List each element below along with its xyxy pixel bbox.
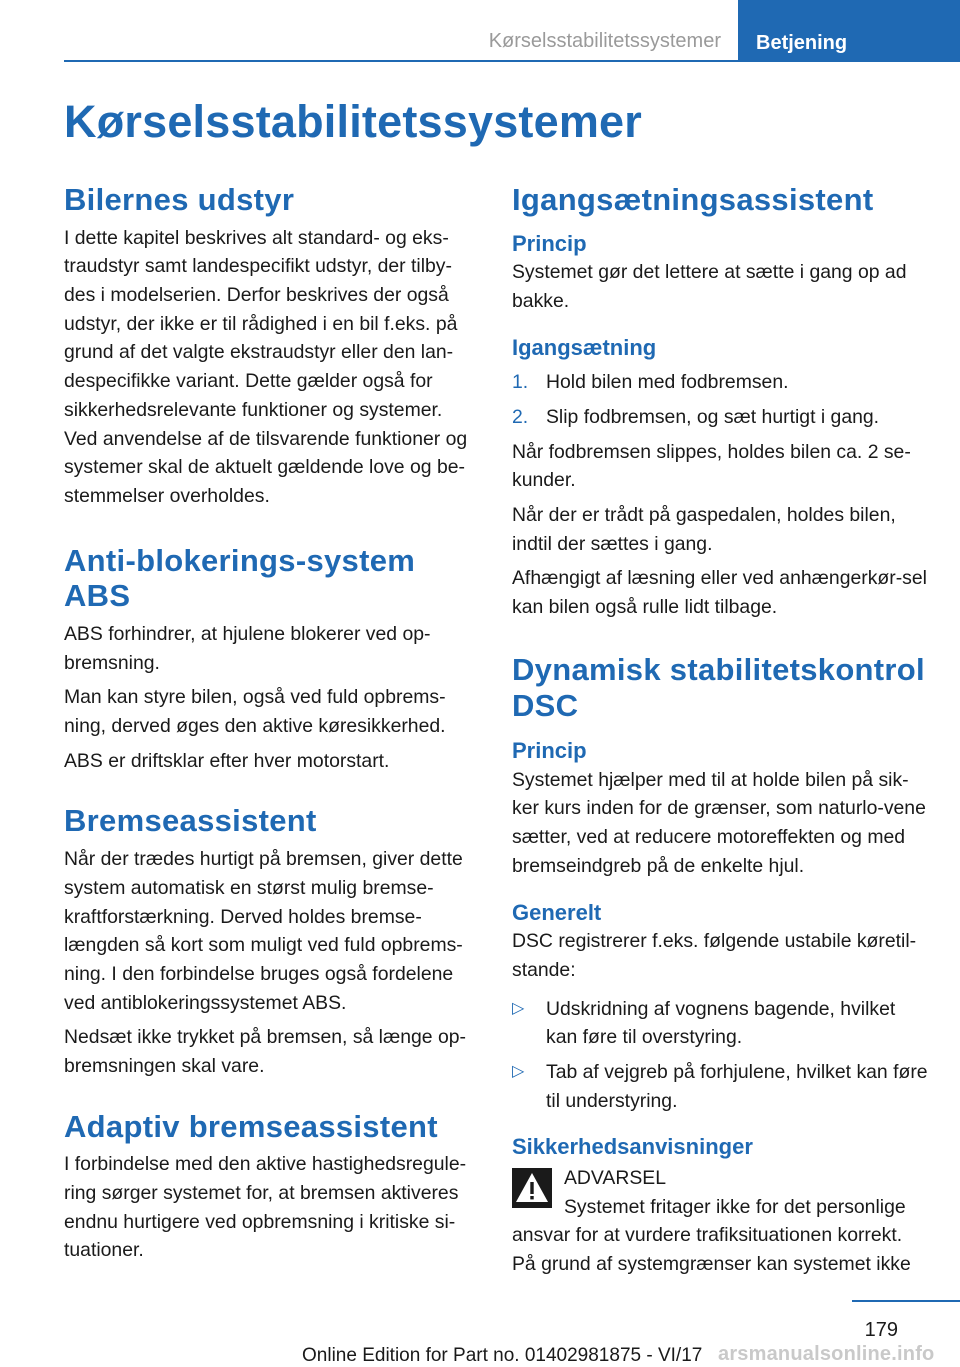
paragraph: I dette kapitel beskrives alt standard- og eks-traudstyr samt landespecifikt udstyr, der tilby-des i modelserien. Derfor beskrives der også udstyr, der ikke er til rådighed i en bil f.eks. på grund af det valgte ekstraudstyr eller den lan-despecifikke variant. Dette gælder også for sikkerhedsrelevante funktioner og systemer. Ved anvendelse af de tilsvarende funktioner og systemer skal de aktuelt gældende love og be-stemmelser overholdes. xyxy=(64,226,468,507)
warning-icon xyxy=(512,1168,552,1208)
step-text: Hold bilen med fodbremsen. xyxy=(546,371,789,394)
subheading-principle: Princip xyxy=(512,230,587,256)
paragraph: Nedsæt ikke trykket på bremsen, så længe op-bremsningen skal vare. xyxy=(64,1026,466,1078)
warning-block xyxy=(512,1164,928,1279)
paragraph: Systemet hjælper med til at holde bilen på sik-ker kurs inden for de grænser, som naturlo-vene sætter, ved at reducere motoreffekten og med bremseindgreb på de enkelte hjul. xyxy=(512,768,926,877)
header-chapter-tab xyxy=(738,0,960,62)
section-heading-brake-assist: Bremseassistent xyxy=(64,803,317,839)
list-item xyxy=(512,403,928,432)
list-item xyxy=(512,368,928,397)
paragraph: Afhængigt af læsning eller ved anhængerkør-sel kan bilen også rulle lidt tilbage. xyxy=(512,567,927,619)
page-header xyxy=(0,0,960,62)
paragraph: Man kan styre bilen, også ved fuld opbrems-ning, derved øges den aktive køresikkerhed. xyxy=(64,686,446,738)
triangle-bullet-icon: ▷ xyxy=(512,1062,525,1080)
subheading-principle: Princip xyxy=(512,738,587,764)
page-title: Kørselsstabilitetssystemer xyxy=(64,96,642,147)
header-chapter-label: Betjening xyxy=(756,32,848,54)
steps-list xyxy=(512,368,928,431)
footer-rule xyxy=(852,1300,960,1302)
section-heading-dsc: Dynamisk stabilitetskontrol DSC xyxy=(512,651,925,723)
left-column xyxy=(64,182,479,1265)
step-number: 2. xyxy=(512,405,529,428)
warning-label xyxy=(512,1164,928,1193)
right-column xyxy=(512,182,928,1279)
paragraph: ABS forhindrer, at hjulene blokerer ved op-bremsning. xyxy=(64,622,431,674)
bullet-list xyxy=(512,995,928,1116)
step-text: Slip fodbremsen, og sæt hurtigt i gang. xyxy=(546,405,880,428)
subheading-general: Generelt xyxy=(512,899,602,925)
bullet-text: Udskridning af vognens bagende, hvilket kan føre til overstyring. xyxy=(546,997,896,1049)
paragraph: Når der trædes hurtigt på bremsen, giver dette system automatisk en størst mulig bremse-kraftforstærkning. Derved holdes bremse-længden så kort som muligt ved fuld opbrems-ning. I den forbindelse bruges også fordelene ved antiblokeringssystemet ABS. xyxy=(64,848,463,1014)
warning-text: Systemet fritager ikke for det personlige ansvar for at vurdere trafiksituationen korrekt. På grund af systemgrænser kan systemet ikke xyxy=(512,1195,911,1276)
page-number: 179 xyxy=(864,1319,898,1341)
paragraph: DSC registrerer f.eks. følgende ustabile køretil-stande: xyxy=(512,930,917,981)
edition-note: Online Edition for Part no. 01402981875 - VI/17 xyxy=(302,1345,703,1366)
section-heading-abs: Anti-blokerings-system ABS xyxy=(64,542,416,614)
watermark: arsmanualsonline.info xyxy=(718,1343,935,1365)
paragraph: ABS er driftsklar efter hver motorstart. xyxy=(64,749,390,772)
paragraph: I forbindelse med den aktive hastighedsregule-ring sørger systemet for, at bremsen aktiveres endnu hurtigere ved opbremsning i kritiske si-tuationer. xyxy=(64,1153,467,1262)
list-item xyxy=(512,995,928,1052)
step-number: 1. xyxy=(512,371,529,394)
subheading-start: Igangsætning xyxy=(512,334,657,360)
paragraph: Når fodbremsen slippes, holdes bilen ca. 2 se-kunder. xyxy=(512,440,911,492)
section-heading-hill-start: Igangsætningsassistent xyxy=(512,182,874,217)
subheading-safety: Sikkerhedsanvisninger xyxy=(512,1134,753,1160)
list-item xyxy=(512,1058,928,1115)
bullet-text: Tab af vejgreb på forhjulene, hvilket kan føre til understyring. xyxy=(546,1060,928,1112)
section-heading-equipment: Bilernes udstyr xyxy=(64,182,295,217)
paragraph: Når der er trådt på gaspedalen, holdes bilen, indtil der sættes i gang. xyxy=(512,504,896,555)
triangle-bullet-icon: ▷ xyxy=(512,999,525,1017)
paragraph: Systemet gør det lettere at sætte i gang op ad bakke. xyxy=(512,261,907,312)
header-section-title: Kørselsstabilitetssystemer xyxy=(488,30,721,52)
warning-title: ADVARSEL xyxy=(564,1166,667,1189)
section-heading-adaptive-brake-assist: Adaptiv bremseassistent xyxy=(64,1108,438,1144)
